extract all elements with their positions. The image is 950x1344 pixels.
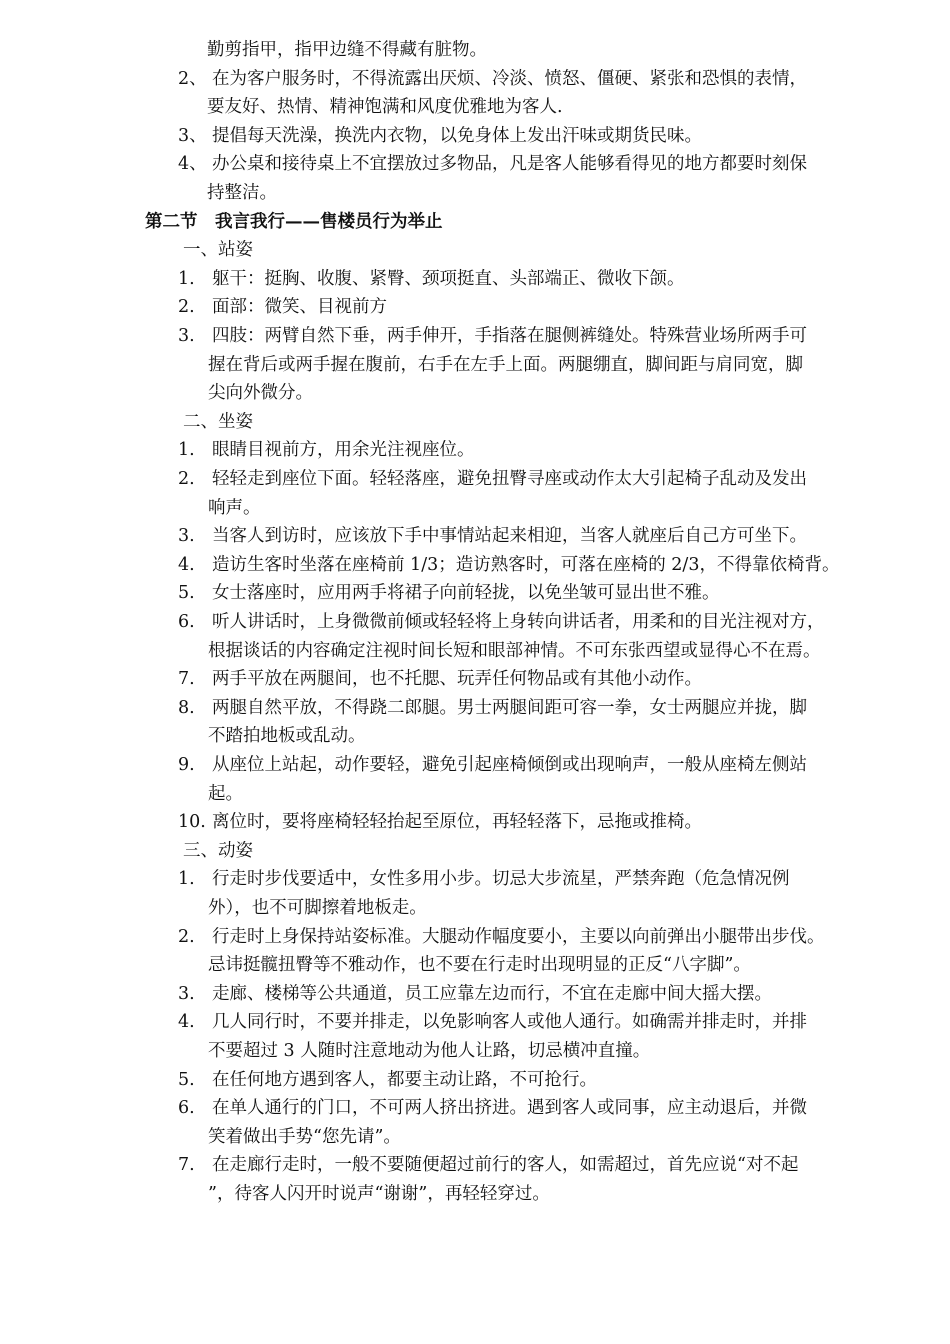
item-number: 10.	[178, 812, 206, 833]
section-title: 第二节 我言我行——售楼员行为举止	[145, 211, 443, 232]
item-number: 1.	[178, 440, 195, 461]
paragraph-line: 勤剪指甲，指甲边缝不得藏有脏物。	[207, 40, 487, 60]
item-text-line: 办公桌和接待桌上不宜摆放过多物品，凡是客人能够看得见的地方都要时刻保	[212, 154, 807, 175]
subsection-heading: 二、坐姿	[183, 411, 253, 432]
item-text-line: 走廊、楼梯等公共通道，员工应靠左边而行，不宜在走廊中间大摇大摆。	[212, 983, 772, 1004]
item-text-line: 四肢：两臂自然下垂，两手伸开，手指落在腿侧裤缝处。特殊营业场所两手可	[212, 326, 807, 346]
item-number: 3.	[178, 526, 195, 547]
item-number: 4.	[178, 554, 195, 575]
item-text-line: 在走廊行走时，一般不要随便超过前行的客人，如需超过，首先应说“对不起	[212, 1155, 799, 1176]
item-text-line: 不踏拍地板或乱动。	[208, 726, 366, 747]
item-text-line: 起。	[208, 783, 243, 804]
item-text-line: 面部：微笑、目视前方	[212, 297, 387, 318]
item-number: 1.	[178, 869, 195, 890]
item-text-line: 行走时步伐要适中，女性多用小步。切忌大步流星，严禁奔跑（危急情况例	[212, 869, 790, 890]
item-text-line: 响声。	[208, 497, 261, 518]
item-number: 2.	[178, 297, 195, 318]
item-number: 3.	[178, 326, 195, 346]
item-text-line: 几人同行时，不要并排走，以免影响客人或他人通行。如确需并排走时，并排	[212, 1012, 807, 1033]
item-text-line: 尖向外微分。	[208, 383, 313, 404]
item-number: 2.	[178, 469, 195, 489]
item-text-line: 当客人到访时，应该放下手中事情站起来相迎，当客人就座后自己方可坐下。	[212, 526, 807, 547]
item-number: 2、	[178, 68, 207, 89]
item-text-line: ”，待客人闪开时说声“谢谢”，再轻轻穿过。	[208, 1184, 550, 1204]
item-text-line: 不要超过 3 人随时注意地动为他人让路，切忌横冲直撞。	[208, 1041, 651, 1061]
item-text-line: 在为客户服务时，不得流露出厌烦、冷淡、愤怒、僵硬、紧张和恐惧的表情，	[212, 68, 807, 89]
item-text-line: 女士落座时，应用两手将裙子向前轻拢，以免坐皱可显出世不雅。	[212, 583, 720, 604]
item-text-line: 躯干：挺胸、收腹、紧臀、颈项挺直、头部端正、微收下颌。	[212, 268, 685, 289]
subsection-heading: 一、站姿	[183, 240, 253, 261]
item-text-line: 笑着做出手势“您先请”。	[208, 1126, 401, 1147]
item-text-line: 在任何地方遇到客人，都要主动让路，不可抢行。	[212, 1069, 597, 1090]
item-text-line: 在单人通行的门口，不可两人挤出挤进。遇到客人或同事，应主动退后，并微	[212, 1098, 807, 1119]
item-text-line: 两腿自然平放，不得跷二郎腿。男士两腿间距可容一拳，女士两腿应并拢，脚	[212, 697, 807, 718]
item-text-line: 两手平放在两腿间，也不托腮、玩弄任何物品或有其他小动作。	[212, 669, 702, 690]
item-text-line: 忌讳挺髋扭臀等不雅动作，也不要在行走时出现明显的正反“八字脚”。	[208, 955, 751, 976]
item-text-line: 听人讲话时，上身微微前倾或轻轻将上身转向讲话者，用柔和的目光注视对方，	[212, 612, 825, 632]
item-number: 5.	[178, 1069, 195, 1090]
item-text-line: 造访生客时坐落在座椅前 1/3；造访熟客时，可落在座椅的 2/3，不得靠依椅背。	[212, 554, 840, 575]
item-number: 3、	[178, 125, 207, 146]
item-text-line: 眼睛目视前方，用余光注视座位。	[212, 440, 475, 461]
item-text-line: 从座位上站起，动作要轻，避免引起座椅倾倒或出现响声，一般从座椅左侧站	[212, 755, 807, 775]
item-number: 8.	[178, 697, 195, 718]
item-number: 4、	[178, 154, 207, 175]
item-number: 3.	[178, 983, 195, 1004]
item-number: 1.	[178, 268, 195, 289]
item-text-line: 外），也不可脚擦着地板走。	[208, 898, 427, 918]
item-text-line: 提倡每天洗澡，换洗内衣物，以免身体上发出汗味或期货民味。	[212, 125, 702, 146]
item-text-line: 轻轻走到座位下面。轻轻落座，避免扭臀寻座或动作太大引起椅子乱动及发出	[212, 469, 807, 489]
item-text-line: 握在背后或两手握在腹前，右手在左手上面。两腿绷直，脚间距与肩同宽，脚	[208, 354, 803, 375]
item-number: 6.	[178, 1098, 195, 1119]
item-number: 7.	[178, 1155, 195, 1176]
item-text-line: 要友好、热情、精神饱满和风度优雅地为客人.	[207, 97, 563, 118]
item-number: 5.	[178, 583, 195, 604]
item-text-line: 根据谈话的内容确定注视时间长短和眼部神情。不可东张西望或显得心不在焉。	[208, 640, 821, 661]
item-text-line: 行走时上身保持站姿标准。大腿动作幅度要小，主要以向前弹出小腿带出步伐。	[212, 926, 825, 947]
item-number: 9.	[178, 755, 195, 775]
item-text-line: 持整洁。	[207, 183, 277, 203]
subsection-heading: 三、动姿	[183, 840, 253, 861]
item-number: 6.	[178, 612, 195, 632]
item-number: 2.	[178, 926, 195, 947]
item-number: 7.	[178, 669, 195, 690]
item-text-line: 离位时，要将座椅轻轻抬起至原位，再轻轻落下，忌拖或推椅。	[212, 812, 702, 833]
item-number: 4.	[178, 1012, 195, 1033]
